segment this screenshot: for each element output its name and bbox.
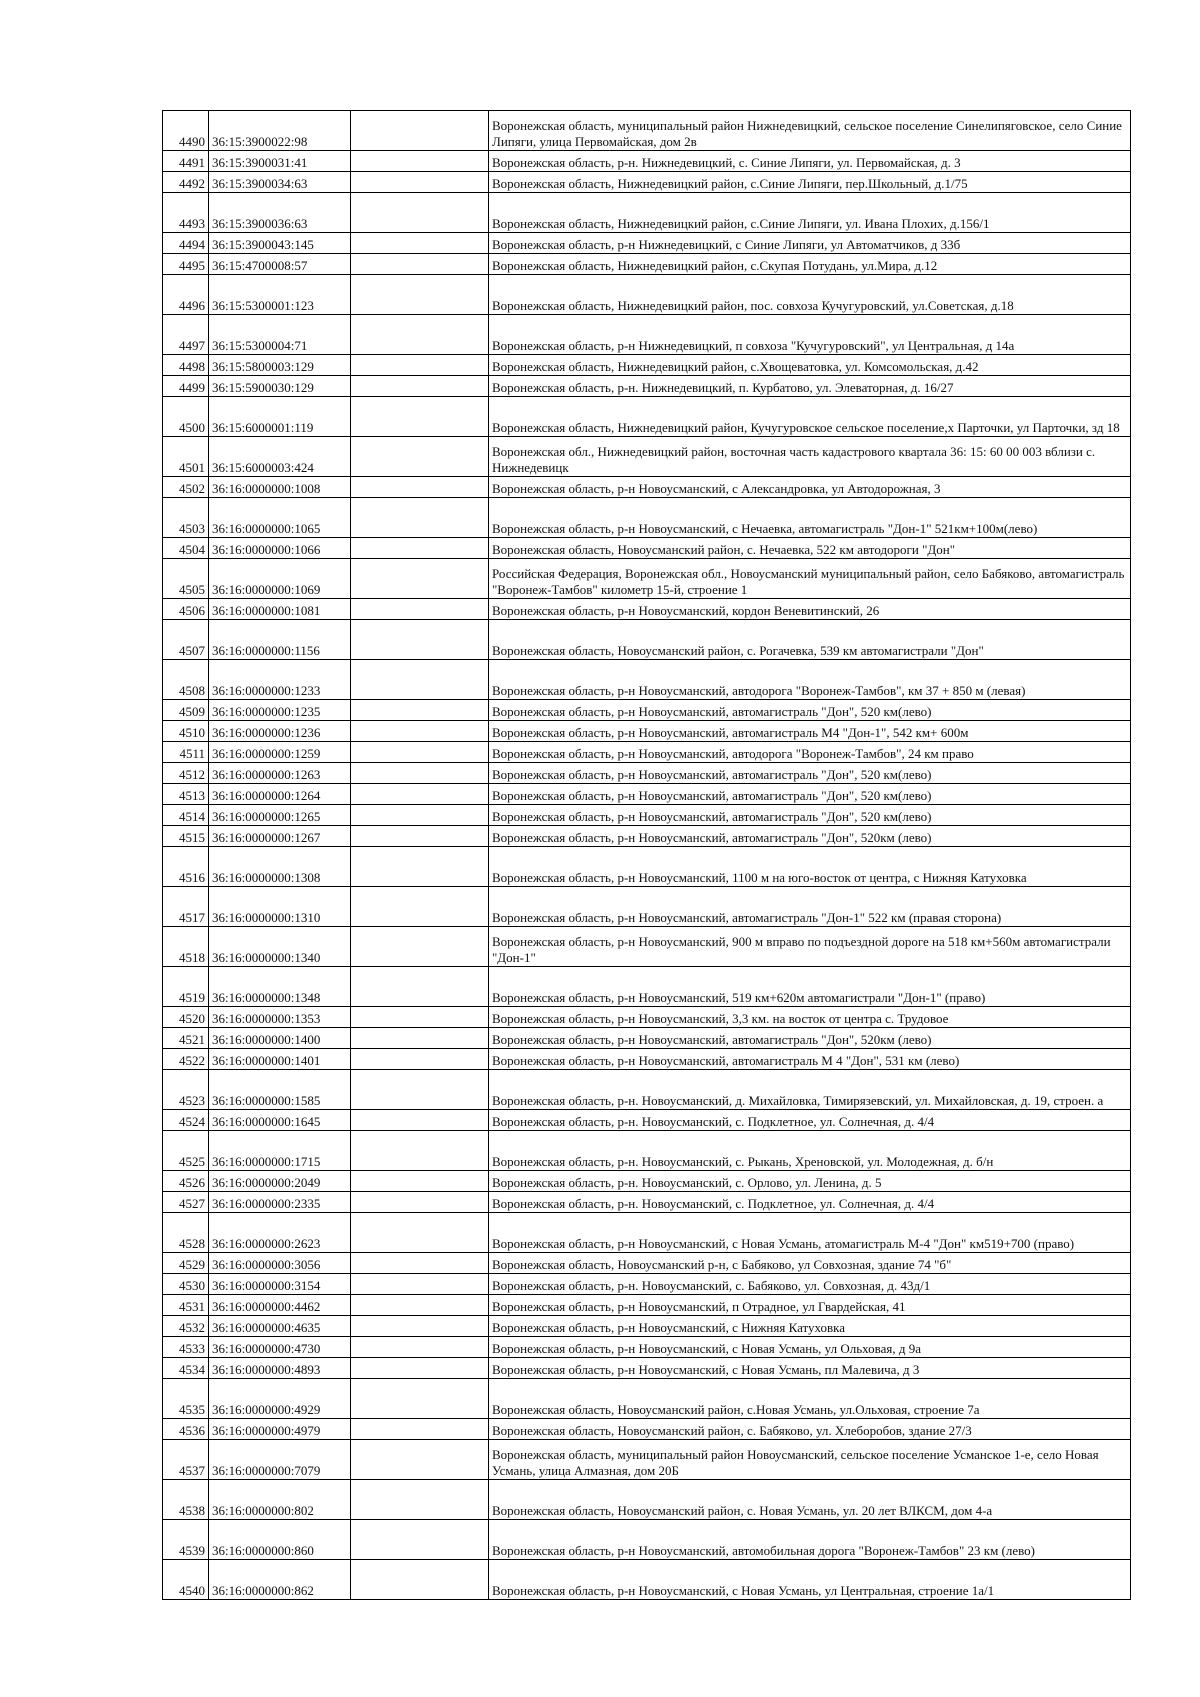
row-number-cell: 4520: [163, 1007, 209, 1028]
cadastral-number-cell: 36:15:6000001:119: [209, 397, 351, 437]
cadastral-number-cell: 36:16:0000000:1066: [209, 538, 351, 559]
address-cell: Воронежская область, Нижнедевицкий район, пос. совхоза Кучугуровский, ул.Советская, д.18: [489, 275, 1131, 315]
address-cell: Воронежская область, р-н. Новоусманский, с. Бабяково, ул. Совхозная, д. 43д/1: [489, 1274, 1131, 1295]
table-row: [163, 1131, 1131, 1171]
row-number-cell: 4506: [163, 599, 209, 620]
row-number-cell: 4530: [163, 1274, 209, 1295]
row-number-cell: 4536: [163, 1419, 209, 1440]
table-row: [163, 1007, 1131, 1028]
address-cell: Воронежская область, муниципальный район Нижнедевицкий, сельское поселение Синелипяговское, село Синие Липяги, улица Первомайская, дом 2в: [489, 111, 1131, 151]
cadastral-number-cell: 36:16:0000000:1645: [209, 1110, 351, 1131]
row-number-cell: 4493: [163, 193, 209, 233]
empty-cell: [351, 660, 489, 700]
cadastral-number-cell: 36:16:0000000:1065: [209, 498, 351, 538]
empty-cell: [351, 376, 489, 397]
empty-cell: [351, 1520, 489, 1560]
cadastral-number-cell: 36:16:0000000:4979: [209, 1419, 351, 1440]
empty-cell: [351, 1337, 489, 1358]
table-row: [163, 275, 1131, 315]
row-number-cell: 4496: [163, 275, 209, 315]
address-cell: Воронежская область, муниципальный район Новоусманский, сельское поселение Усманское 1-е, село Новая Усмань, улица Алмазная, дом 20Б: [489, 1440, 1131, 1480]
row-number-cell: 4491: [163, 151, 209, 172]
empty-cell: [351, 763, 489, 784]
table-row: [163, 397, 1131, 437]
empty-cell: [351, 538, 489, 559]
cadastral-number-cell: 36:16:0000000:862: [209, 1560, 351, 1600]
empty-cell: [351, 172, 489, 193]
row-number-cell: 4497: [163, 315, 209, 355]
row-number-cell: 4521: [163, 1028, 209, 1049]
cadastral-number-cell: 36:16:0000000:860: [209, 1520, 351, 1560]
row-number-cell: 4517: [163, 887, 209, 927]
cadastral-number-cell: 36:16:0000000:2335: [209, 1192, 351, 1213]
empty-cell: [351, 1440, 489, 1480]
row-number-cell: 4537: [163, 1440, 209, 1480]
cadastral-number-cell: 36:15:3900031:41: [209, 151, 351, 172]
cadastral-number-cell: 36:15:5300004:71: [209, 315, 351, 355]
empty-cell: [351, 1253, 489, 1274]
row-number-cell: 4539: [163, 1520, 209, 1560]
empty-cell: [351, 700, 489, 721]
table-row: [163, 376, 1131, 397]
cadastral-number-cell: 36:15:3900022:98: [209, 111, 351, 151]
address-cell: Воронежская область, р-н Нижнедевицкий, с Синие Липяги, ул Автоматчиков, д 33б: [489, 233, 1131, 254]
table-row: [163, 1253, 1131, 1274]
address-cell: Воронежская область, Новоусманский район, с.Новая Усмань, ул.Ольховая, строение 7а: [489, 1379, 1131, 1419]
empty-cell: [351, 1274, 489, 1295]
address-cell: Воронежская область, Нижнедевицкий район, с.Синие Липяги, ул. Ивана Плохих, д.156/1: [489, 193, 1131, 233]
address-cell: Воронежская область, р-н. Новоусманский, д. Михайловка, Тимирязевский, ул. Михайловская, д. 19, строен. а: [489, 1070, 1131, 1110]
empty-cell: [351, 1007, 489, 1028]
empty-cell: [351, 1171, 489, 1192]
address-cell: Воронежская область, р-н Новоусманский, автодорога "Воронеж-Тамбов", 24 км право: [489, 742, 1131, 763]
empty-cell: [351, 254, 489, 275]
table-row: [163, 1110, 1131, 1131]
empty-cell: [351, 826, 489, 847]
cadastral-number-cell: 36:16:0000000:1348: [209, 967, 351, 1007]
cadastral-number-cell: 36:16:0000000:4462: [209, 1295, 351, 1316]
empty-cell: [351, 1110, 489, 1131]
table-row: [163, 1274, 1131, 1295]
row-number-cell: 4516: [163, 847, 209, 887]
cadastral-number-cell: 36:16:0000000:1267: [209, 826, 351, 847]
address-cell: Воронежская область, р-н. Новоусманский, с. Подклетное, ул. Солнечная, д. 4/4: [489, 1192, 1131, 1213]
empty-cell: [351, 847, 489, 887]
row-number-cell: 4502: [163, 477, 209, 498]
address-cell: Воронежская область, Нижнедевицкий район, с.Хвощеватовка, ул. Комсомольская, д.42: [489, 355, 1131, 376]
empty-cell: [351, 721, 489, 742]
empty-cell: [351, 1028, 489, 1049]
empty-cell: [351, 927, 489, 967]
cadastral-number-cell: 36:15:3900043:145: [209, 233, 351, 254]
table-row: [163, 1316, 1131, 1337]
row-number-cell: 4495: [163, 254, 209, 275]
row-number-cell: 4538: [163, 1480, 209, 1520]
cadastral-number-cell: 36:15:3900036:63: [209, 193, 351, 233]
table-row: [163, 538, 1131, 559]
cadastral-number-cell: 36:16:0000000:1156: [209, 620, 351, 660]
empty-cell: [351, 742, 489, 763]
registry-table: [162, 110, 1131, 1600]
table-row: [163, 742, 1131, 763]
empty-cell: [351, 1213, 489, 1253]
empty-cell: [351, 355, 489, 376]
address-cell: Воронежская область, Нижнедевицкий район, Кучугуровское сельское поселение,х Парточки, ул Парточки, зд 18: [489, 397, 1131, 437]
address-cell: Воронежская область, Новоусманский район, с. Бабяково, ул. Хлеборобов, здание 27/3: [489, 1419, 1131, 1440]
table-row: [163, 967, 1131, 1007]
empty-cell: [351, 498, 489, 538]
row-number-cell: 4498: [163, 355, 209, 376]
table-row: [163, 559, 1131, 599]
cadastral-number-cell: 36:16:0000000:3056: [209, 1253, 351, 1274]
row-number-cell: 4494: [163, 233, 209, 254]
address-cell: Российская Федерация, Воронежская обл., Новоусманский муниципальный район, село Бабяково, автомагистраль "Воронеж-Тамбов" километр 15-й, строение 1: [489, 559, 1131, 599]
row-number-cell: 4508: [163, 660, 209, 700]
address-cell: Воронежская область, р-н Новоусманский, с Новая Усмань, ул Центральная, строение 1а/1: [489, 1560, 1131, 1600]
empty-cell: [351, 1560, 489, 1600]
cadastral-number-cell: 36:16:0000000:2049: [209, 1171, 351, 1192]
table-row: [163, 826, 1131, 847]
cadastral-number-cell: 36:16:0000000:1715: [209, 1131, 351, 1171]
address-cell: Воронежская область, р-н. Новоусманский, с. Подклетное, ул. Солнечная, д. 4/4: [489, 1110, 1131, 1131]
table-row: [163, 498, 1131, 538]
cadastral-number-cell: 36:15:4700008:57: [209, 254, 351, 275]
row-number-cell: 4527: [163, 1192, 209, 1213]
address-cell: Воронежская область, Новоусманский р-н, с Бабяково, ул Совхозная, здание 74 "б": [489, 1253, 1131, 1274]
cadastral-number-cell: 36:16:0000000:1069: [209, 559, 351, 599]
address-cell: Воронежская область, р-н Новоусманский, с Новая Усмань, атомагистраль М-4 "Дон" км519+700 (право): [489, 1213, 1131, 1253]
table-row: [163, 1358, 1131, 1379]
row-number-cell: 4515: [163, 826, 209, 847]
empty-cell: [351, 397, 489, 437]
cadastral-number-cell: 36:16:0000000:1265: [209, 805, 351, 826]
table-row: [163, 172, 1131, 193]
table-row: [163, 1419, 1131, 1440]
table-row: [163, 151, 1131, 172]
empty-cell: [351, 437, 489, 477]
empty-cell: [351, 1480, 489, 1520]
table-row: [163, 1070, 1131, 1110]
cadastral-number-cell: 36:15:5900030:129: [209, 376, 351, 397]
table-row: [163, 233, 1131, 254]
empty-cell: [351, 1295, 489, 1316]
row-number-cell: 4503: [163, 498, 209, 538]
table-row: [163, 1480, 1131, 1520]
address-cell: Воронежская область, р-н Новоусманский, с Нижняя Катуховка: [489, 1316, 1131, 1337]
empty-cell: [351, 805, 489, 826]
cadastral-number-cell: 36:16:0000000:1236: [209, 721, 351, 742]
address-cell: Воронежская область, р-н Новоусманский, 1100 м на юго-восток от центра, с Нижняя Катуховка: [489, 847, 1131, 887]
cadastral-number-cell: 36:16:0000000:1585: [209, 1070, 351, 1110]
empty-cell: [351, 193, 489, 233]
address-cell: Воронежская область, р-н Новоусманский, с Новая Усмань, ул Ольховая, д 9а: [489, 1337, 1131, 1358]
row-number-cell: 4510: [163, 721, 209, 742]
cadastral-number-cell: 36:16:0000000:1235: [209, 700, 351, 721]
address-cell: Воронежская область, р-н Новоусманский, автомагистраль "Дон", 520 км(лево): [489, 700, 1131, 721]
row-number-cell: 4492: [163, 172, 209, 193]
empty-cell: [351, 315, 489, 355]
address-cell: Воронежская область, р-н Новоусманский, п Отрадное, ул Гвардейская, 41: [489, 1295, 1131, 1316]
table-row: [163, 355, 1131, 376]
table-row: [163, 1213, 1131, 1253]
address-cell: Воронежская область, р-н Новоусманский, автомобильная дорога "Воронеж-Тамбов" 23 км (лево): [489, 1520, 1131, 1560]
address-cell: Воронежская область, р-н Новоусманский, автомагистраль "Дон", 520 км(лево): [489, 763, 1131, 784]
cadastral-number-cell: 36:16:0000000:1263: [209, 763, 351, 784]
address-cell: Воронежская область, р-н Нижнедевицкий, п совхоза "Кучугуровский", ул Центральная, д 14а: [489, 315, 1131, 355]
row-number-cell: 4509: [163, 700, 209, 721]
cadastral-number-cell: 36:16:0000000:7079: [209, 1440, 351, 1480]
row-number-cell: 4526: [163, 1171, 209, 1192]
empty-cell: [351, 1316, 489, 1337]
empty-cell: [351, 559, 489, 599]
row-number-cell: 4514: [163, 805, 209, 826]
empty-cell: [351, 620, 489, 660]
table-row: [163, 1440, 1131, 1480]
table-row: [163, 1049, 1131, 1070]
address-cell: Воронежская область, р-н Новоусманский, с Новая Усмань, пл Малевича, д 3: [489, 1358, 1131, 1379]
cadastral-number-cell: 36:16:0000000:1308: [209, 847, 351, 887]
empty-cell: [351, 1192, 489, 1213]
row-number-cell: 4500: [163, 397, 209, 437]
address-cell: Воронежская обл., Нижнедевицкий район, восточная часть кадастрового квартала 36: 15: 60 00 003 вблизи с. Нижнедевицк: [489, 437, 1131, 477]
row-number-cell: 4533: [163, 1337, 209, 1358]
row-number-cell: 4529: [163, 1253, 209, 1274]
cadastral-number-cell: 36:16:0000000:1310: [209, 887, 351, 927]
cadastral-number-cell: 36:16:0000000:1353: [209, 1007, 351, 1028]
address-cell: Воронежская область, Новоусманский район, с. Рогачевка, 539 км автомагистрали "Дон": [489, 620, 1131, 660]
cadastral-number-cell: 36:16:0000000:1233: [209, 660, 351, 700]
row-number-cell: 4505: [163, 559, 209, 599]
table-row: [163, 1337, 1131, 1358]
table-row: [163, 620, 1131, 660]
row-number-cell: 4540: [163, 1560, 209, 1600]
table-row: [163, 1171, 1131, 1192]
empty-cell: [351, 967, 489, 1007]
table-row: [163, 847, 1131, 887]
empty-cell: [351, 1379, 489, 1419]
table-row: [163, 721, 1131, 742]
table-row: [163, 437, 1131, 477]
cadastral-number-cell: 36:16:0000000:3154: [209, 1274, 351, 1295]
table-row: [163, 1560, 1131, 1600]
table-row: [163, 254, 1131, 275]
address-cell: Воронежская область, Нижнедевицкий район, с.Синие Липяги, пер.Школьный, д.1/75: [489, 172, 1131, 193]
empty-cell: [351, 1419, 489, 1440]
row-number-cell: 4499: [163, 376, 209, 397]
row-number-cell: 4528: [163, 1213, 209, 1253]
table-row: [163, 1192, 1131, 1213]
address-cell: Воронежская область, р-н. Нижнедевицкий, п. Курбатово, ул. Элеваторная, д. 16/27: [489, 376, 1131, 397]
empty-cell: [351, 1131, 489, 1171]
cadastral-number-cell: 36:16:0000000:1401: [209, 1049, 351, 1070]
address-cell: Воронежская область, р-н Новоусманский, автомагистраль М 4 "Дон", 531 км (лево): [489, 1049, 1131, 1070]
table-row: [163, 1520, 1131, 1560]
table-row: [163, 763, 1131, 784]
address-cell: Воронежская область, р-н. Новоусманский, с. Орлово, ул. Ленина, д. 5: [489, 1171, 1131, 1192]
row-number-cell: 4534: [163, 1358, 209, 1379]
cadastral-number-cell: 36:16:0000000:1259: [209, 742, 351, 763]
empty-cell: [351, 887, 489, 927]
table-row: [163, 193, 1131, 233]
cadastral-number-cell: 36:15:6000003:424: [209, 437, 351, 477]
table-row: [163, 784, 1131, 805]
empty-cell: [351, 1070, 489, 1110]
cadastral-number-cell: 36:16:0000000:802: [209, 1480, 351, 1520]
row-number-cell: 4524: [163, 1110, 209, 1131]
table-row: [163, 887, 1131, 927]
address-cell: Воронежская область, р-н Новоусманский, 900 м вправо по подъездной дороге на 518 км+560м автомагистрали "Дон-1": [489, 927, 1131, 967]
table-row: [163, 111, 1131, 151]
table-row: [163, 927, 1131, 967]
row-number-cell: 4518: [163, 927, 209, 967]
table-row: [163, 805, 1131, 826]
row-number-cell: 4490: [163, 111, 209, 151]
cadastral-number-cell: 36:15:5300001:123: [209, 275, 351, 315]
empty-cell: [351, 233, 489, 254]
cadastral-number-cell: 36:16:0000000:1008: [209, 477, 351, 498]
row-number-cell: 4501: [163, 437, 209, 477]
table-row: [163, 1028, 1131, 1049]
address-cell: Воронежская область, Новоусманский район, с. Новая Усмань, ул. 20 лет ВЛКСМ, дом 4-а: [489, 1480, 1131, 1520]
address-cell: Воронежская область, р-н Новоусманский, 519 км+620м автомагистрали "Дон-1" (право): [489, 967, 1131, 1007]
cadastral-number-cell: 36:16:0000000:1400: [209, 1028, 351, 1049]
address-cell: Воронежская область, р-н Новоусманский, автомагистраль "Дон", 520 км(лево): [489, 805, 1131, 826]
address-cell: Воронежская область, р-н Новоусманский, автомагистраль "Дон", 520км (лево): [489, 1028, 1131, 1049]
address-cell: Воронежская область, р-н Новоусманский, автомагистраль "Дон", 520 км(лево): [489, 784, 1131, 805]
address-cell: Воронежская область, р-н. Новоусманский, с. Рыкань, Хреновской, ул. Молодежная, д. б/н: [489, 1131, 1131, 1171]
empty-cell: [351, 111, 489, 151]
table-row: [163, 315, 1131, 355]
row-number-cell: 4507: [163, 620, 209, 660]
address-cell: Воронежская область, р-н Новоусманский, 3,3 км. на восток от центра с. Трудовое: [489, 1007, 1131, 1028]
row-number-cell: 4519: [163, 967, 209, 1007]
empty-cell: [351, 151, 489, 172]
table-row: [163, 1295, 1131, 1316]
address-cell: Воронежская область, р-н Новоусманский, кордон Веневитинский, 26: [489, 599, 1131, 620]
row-number-cell: 4522: [163, 1049, 209, 1070]
empty-cell: [351, 275, 489, 315]
cadastral-number-cell: 36:16:0000000:4635: [209, 1316, 351, 1337]
row-number-cell: 4513: [163, 784, 209, 805]
row-number-cell: 4525: [163, 1131, 209, 1171]
empty-cell: [351, 599, 489, 620]
address-cell: Воронежская область, р-н Новоусманский, автодорога "Воронеж-Тамбов", км 37 + 850 м (левая): [489, 660, 1131, 700]
row-number-cell: 4531: [163, 1295, 209, 1316]
table-row: [163, 477, 1131, 498]
row-number-cell: 4535: [163, 1379, 209, 1419]
row-number-cell: 4511: [163, 742, 209, 763]
row-number-cell: 4504: [163, 538, 209, 559]
cadastral-number-cell: 36:16:0000000:1264: [209, 784, 351, 805]
cadastral-number-cell: 36:15:3900034:63: [209, 172, 351, 193]
address-cell: Воронежская область, р-н. Нижнедевицкий, с. Синие Липяги, ул. Первомайская, д. 3: [489, 151, 1131, 172]
table-row: [163, 700, 1131, 721]
cadastral-number-cell: 36:16:0000000:4893: [209, 1358, 351, 1379]
row-number-cell: 4512: [163, 763, 209, 784]
row-number-cell: 4532: [163, 1316, 209, 1337]
row-number-cell: 4523: [163, 1070, 209, 1110]
empty-cell: [351, 784, 489, 805]
cadastral-number-cell: 36:16:0000000:4929: [209, 1379, 351, 1419]
registry-table-body: [163, 111, 1131, 1600]
address-cell: Воронежская область, Новоусманский район, с. Нечаевка, 522 км автодороги "Дон": [489, 538, 1131, 559]
address-cell: Воронежская область, р-н Новоусманский, с Нечаевка, автомагистраль "Дон-1" 521км+100м(лево): [489, 498, 1131, 538]
empty-cell: [351, 1049, 489, 1070]
table-row: [163, 599, 1131, 620]
address-cell: Воронежская область, р-н Новоусманский, с Александровка, ул Автодорожная, 3: [489, 477, 1131, 498]
address-cell: Воронежская область, Нижнедевицкий район, с.Скупая Потудань, ул.Мира, д.12: [489, 254, 1131, 275]
table-row: [163, 660, 1131, 700]
address-cell: Воронежская область, р-н Новоусманский, автомагистраль "Дон-1" 522 км (правая сторона): [489, 887, 1131, 927]
address-cell: Воронежская область, р-н Новоусманский, автомагистраль М4 "Дон-1", 542 км+ 600м: [489, 721, 1131, 742]
cadastral-number-cell: 36:16:0000000:1081: [209, 599, 351, 620]
empty-cell: [351, 1358, 489, 1379]
empty-cell: [351, 477, 489, 498]
address-cell: Воронежская область, р-н Новоусманский, автомагистраль "Дон", 520км (лево): [489, 826, 1131, 847]
cadastral-number-cell: 36:16:0000000:4730: [209, 1337, 351, 1358]
cadastral-number-cell: 36:15:5800003:129: [209, 355, 351, 376]
cadastral-number-cell: 36:16:0000000:1340: [209, 927, 351, 967]
table-row: [163, 1379, 1131, 1419]
cadastral-number-cell: 36:16:0000000:2623: [209, 1213, 351, 1253]
